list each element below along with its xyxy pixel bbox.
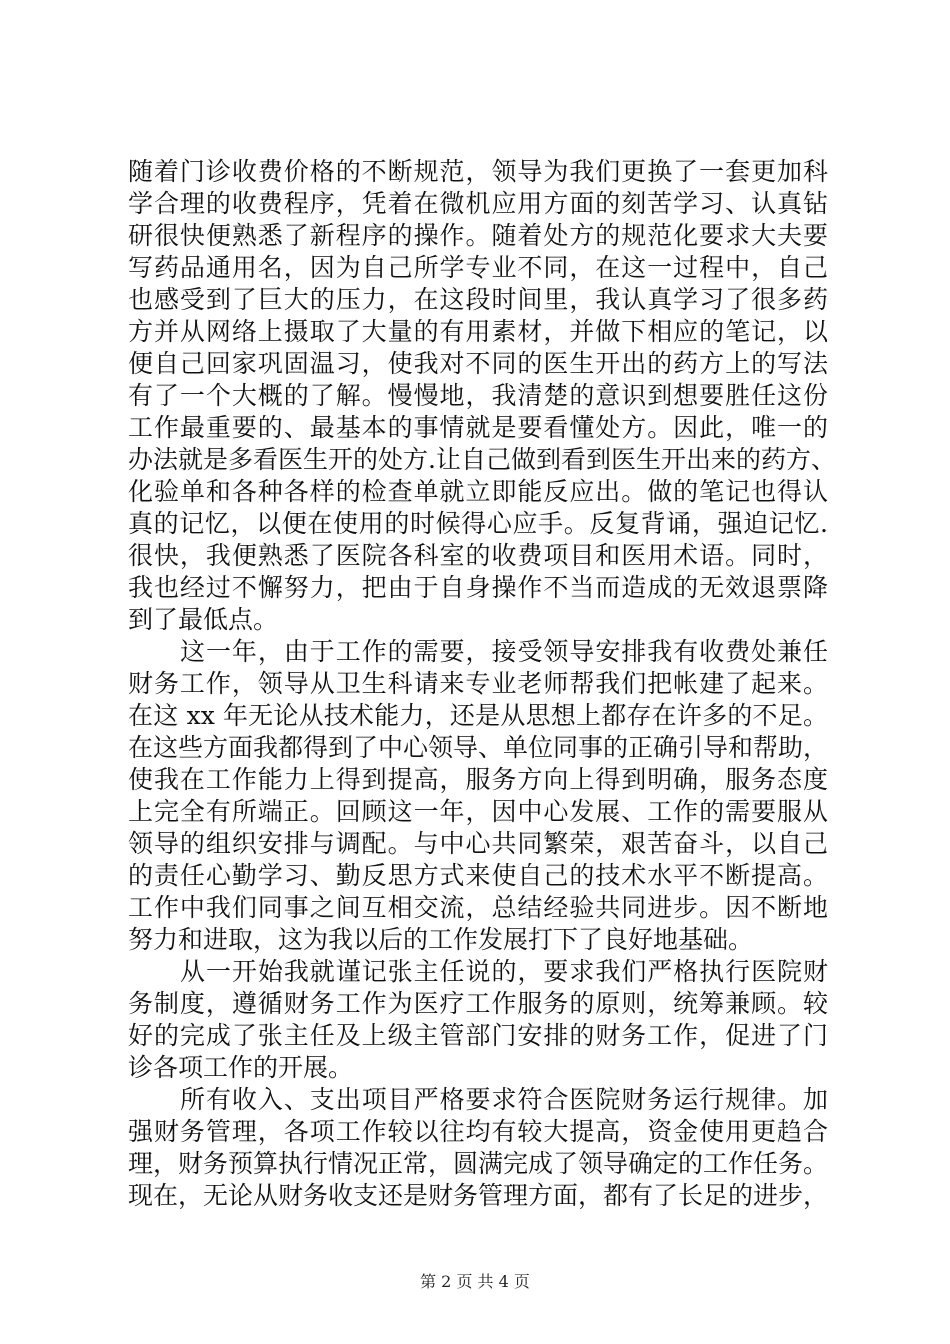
- body-line: 化验单和各种各样的检查单就立即能反应出。做的笔记也得认: [128, 477, 828, 506]
- body-line: 使我在工作能力上得到提高，服务方向上得到明确，服务态度: [128, 765, 828, 794]
- body-line: 上完全有所端正。回顾这一年，因中心发展、工作的需要服从: [128, 797, 828, 826]
- body-line: 很快，我便熟悉了医院各科室的收费项目和医用术语。同时，: [128, 541, 828, 570]
- body-line: 从一开始我就谨记张主任说的，要求我们严格执行医院财: [180, 957, 828, 986]
- body-line: 的责任心勤学习、勤反思方式来使自己的技术水平不断提高。: [128, 861, 828, 890]
- body-line: 随着门诊收费价格的不断规范，领导为我们更换了一套更加科: [128, 157, 828, 186]
- body-line: 工作最重要的、最基本的事情就是要看懂处方。因此，唯一的: [128, 413, 828, 442]
- body-line: 财务工作，领导从卫生科请来专业老师帮我们把帐建了起来。: [128, 669, 828, 698]
- body-line: 所有收入、支出项目严格要求符合医院财务运行规律。加: [180, 1085, 828, 1114]
- body-line: 这一年，由于工作的需要，接受领导安排我有收费处兼任: [180, 637, 828, 666]
- body-line: 研很快便熟悉了新程序的操作。随着处方的规范化要求大夫要: [128, 221, 828, 250]
- body-line: 好的完成了张主任及上级主管部门安排的财务工作，促进了门: [128, 1021, 828, 1050]
- body-line: 真的记忆，以便在使用的时候得心应手。反复背诵，强迫记忆.: [128, 509, 828, 538]
- body-line: 工作中我们同事之间互相交流，总结经验共同进步。因不断地: [128, 893, 828, 922]
- body-line: 努力和进取，这为我以后的工作发展打下了良好地基础。: [128, 925, 754, 954]
- body-line: 学合理的收费程序，凭着在微机应用方面的刻苦学习、认真钻: [128, 189, 828, 218]
- body-line: 便自己回家巩固温习，使我对不同的医生开出的药方上的写法: [128, 349, 828, 378]
- body-line: 我也经过不懈努力，把由于自身操作不当而造成的无效退票降: [128, 573, 828, 602]
- body-line: 也感受到了巨大的压力，在这段时间里，我认真学习了很多药: [128, 285, 828, 314]
- body-line: 领导的组织安排与调配。与中心共同繁荣，艰苦奋斗，以自己: [128, 829, 828, 858]
- page-footer: 第 2 页 共 4 页: [420, 1272, 530, 1291]
- body-line: 方并从网络上摄取了大量的有用素材，并做下相应的笔记，以: [128, 317, 828, 346]
- body-line: 强财务管理，各项工作较以往均有较大提高，资金使用更趋合: [128, 1117, 828, 1146]
- body-line: 现在，无论从财务收支还是财务管理方面，都有了长足的进步，: [128, 1181, 829, 1210]
- document-body: [128, 156, 836, 1212]
- body-line: 有了一个大概的了解。慢慢地，我清楚的意识到想要胜任这份: [128, 381, 828, 410]
- body-line: 诊各项工作的开展。: [128, 1053, 354, 1082]
- body-line: 理，财务预算执行情况正常，圆满完成了领导确定的工作任务。: [128, 1149, 829, 1178]
- body-line: 务制度，遵循财务工作为医疗工作服务的原则，统筹兼顾。较: [128, 989, 828, 1018]
- body-line: 在这些方面我都得到了中心领导、单位同事的正确引导和帮助，: [128, 733, 829, 762]
- body-line: 办法就是多看医生开的处方.让自己做到看到医生开出来的药方、: [128, 445, 836, 474]
- body-line: 写药品通用名，因为自己所学专业不同，在这一过程中，自己: [128, 253, 828, 282]
- body-line: 到了最低点。: [128, 605, 279, 634]
- body-line: 在这 xx 年无论从技术能力，还是从思想上都存在许多的不足。: [128, 701, 828, 730]
